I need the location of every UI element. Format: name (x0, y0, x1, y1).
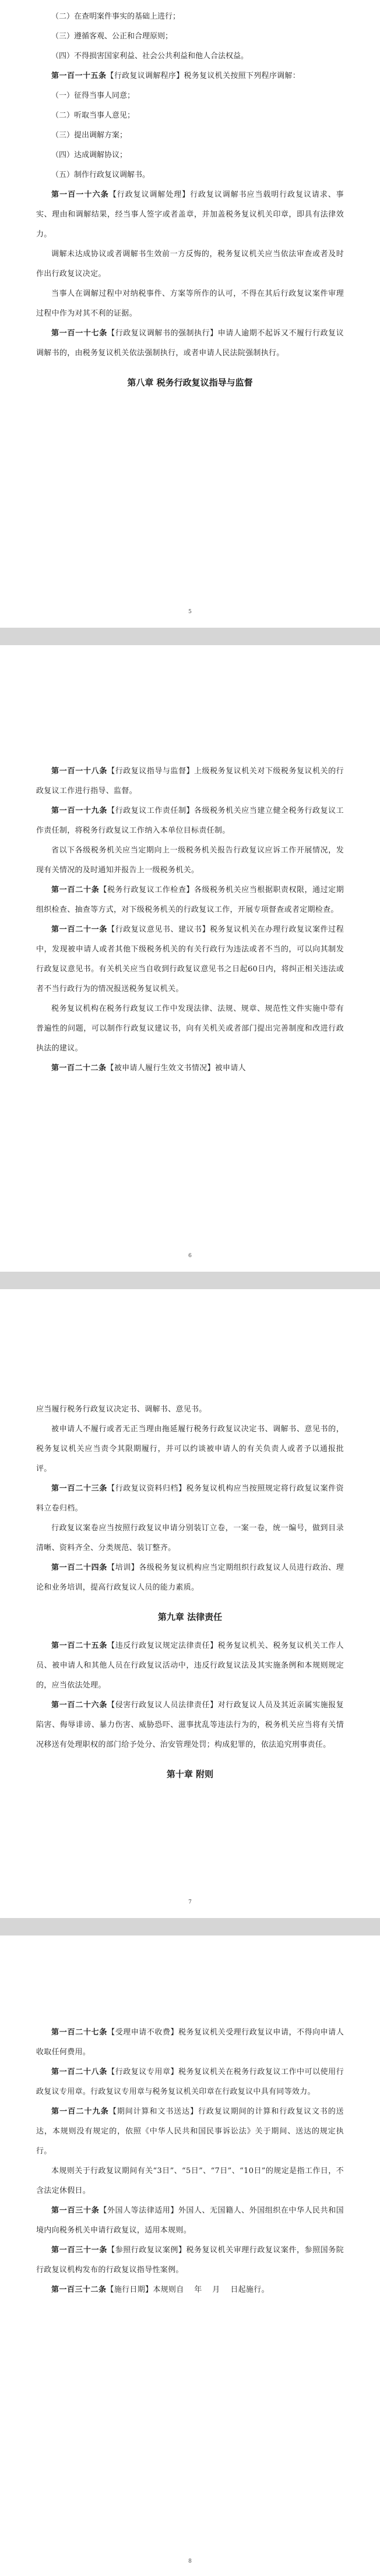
article-119 (36, 801, 344, 841)
article-text: 税务复议机关按照下列程序调解： (184, 72, 301, 80)
article-number: 第一百一十七条 (51, 329, 108, 338)
article-text: 税务复议机关受理行政复议申请，不得向申请人收取任何费用。 (36, 2028, 344, 2057)
article-text: 被申请人 (214, 1064, 246, 1073)
article-number: 第一百二十四条 (51, 1563, 108, 1572)
document-page-2 (0, 645, 380, 1272)
article-number: 第一百二十五条 (51, 1641, 108, 1650)
chapter-heading: 第十章 附则 (166, 1769, 214, 1779)
article-text: 行政复议期间的计算和行政复议文书的送达，本规则没有规定的，依照《中华人民共和国民事诉讼法》关于期间、送达的规定执行。 (36, 2107, 344, 2156)
article-tag: 【施行日期】 (106, 2285, 153, 2294)
article-text: 行政复议调解书应当载明行政复议请求、事实、理由和调解结果，经当事人签字或者盖章，并加盖税务复议机关印章，即具有法律效力。 (36, 190, 344, 239)
article-text: 申请人逾期不起诉又不履行行政复议调解书的，由税务复议机关依法强制执行，或者申请人民法院强制执行。 (36, 329, 344, 358)
article-124 (36, 1558, 344, 1598)
article-tag: 【培训】 (107, 1563, 139, 1572)
article-130 (36, 2201, 344, 2241)
article-text: 税务复议机关在办理行政复议案件过程中，发现被申请人或者其他下级税务机关的有关行政行为违法或者不当的，可以向其制发行政复议意见书。有关机关应当自收到行政复议意见书之日起60日内，将纠正相关违法或者不当行政行为的情况报送税务复议机关。 (36, 925, 344, 993)
article-tag: 【参照行政复议案例】 (107, 2246, 187, 2255)
paragraph: 调解未达成协议或者调解书生效前一方反悔的，税务复议机关应当依法审查或者及时作出行政复议决定。 (36, 250, 344, 278)
paragraph: 本规则关于行政复议期间有关“3日”、“5日”、“7日”、“10日”的规定是指工作日，不含法定休假日。 (36, 2167, 344, 2195)
page-separator (0, 628, 380, 645)
article-121 (36, 920, 344, 999)
article-123 (36, 1479, 344, 1519)
article-number: 第一百一十八条 (51, 767, 108, 776)
article-tag: 【行政复议专用章】 (107, 2068, 178, 2076)
article-tag: 【行政复议调解处理】 (108, 190, 191, 199)
article-number: 第一百三十一条 (51, 2246, 108, 2255)
document-page-1 (0, 0, 380, 628)
article-tag: 【行政复议指导与监督】 (107, 767, 195, 776)
article-number: 第一百二十八条 (51, 2068, 108, 2076)
article-129 (36, 2102, 344, 2161)
article-text: 税务复议机关在税务行政复议工作中可以使用行政复议专用章。行政复议专用章与税务复议机关印章在行政复议中具有同等效力。 (36, 2068, 344, 2096)
paragraph: 行政复议案卷应当按照行政复议申请分别装订立卷，一案一卷，统一编号，做到目录清晰、资料齐全、分类规范、装订整齐。 (36, 1524, 344, 1552)
article-text: 各级税务机关应当建立健全税务行政复议工作责任制，将税务行政复议工作纳入本单位目标责任制。 (36, 806, 344, 835)
article-number: 第一百三十二条 (51, 2285, 107, 2294)
article-tag: 【行政复议调解程序】 (106, 72, 184, 80)
list-item: （二）在查明案件事实的基础上进行； (51, 12, 181, 21)
article-126 (36, 1696, 344, 1755)
article-number: 第一百二十一条 (51, 925, 108, 934)
list-item: （三）遵循客观、公正和合理原则； (51, 32, 173, 41)
paragraph: 当事人在调解过程中对纳税事件、方案等所作的认可，不得在其后行政复议案件审理过程中作为对其不利的证据。 (36, 289, 344, 318)
article-tag: 【被申请人履行生效文书情况】 (106, 1064, 215, 1073)
article-tag: 【受理申请不收费】 (107, 2028, 178, 2037)
paragraph: 省以下各级税务机关应当定期向上一级税务机关报告行政复议应诉工作开展情况，发现有关情况的及时通知并报告上一级税务机关。 (36, 846, 344, 875)
article-tag: 【外国人等法律适用】 (99, 2206, 178, 2215)
article-number: 第一百一十九条 (51, 806, 108, 815)
paragraph: 应当履行税务行政复议决定书、调解书、意见书。 (36, 1405, 207, 1414)
article-tag: 【违反行政复议规定法律责任】 (107, 1641, 218, 1650)
page-number: 8 (188, 2559, 192, 2564)
article-122 (36, 1059, 344, 1078)
article-number: 第一百一十六条 (51, 190, 109, 199)
page-separator (0, 1272, 380, 1289)
page-number: 5 (188, 609, 192, 615)
list-item: （五）制作行政复议调解书。 (51, 171, 150, 179)
article-number: 第一百三十条 (51, 2206, 100, 2215)
chapter-heading: 第九章 法律责任 (157, 1612, 223, 1622)
article-115 (36, 66, 344, 86)
article-number: 第一百二十六条 (51, 1701, 108, 1710)
article-128 (36, 2062, 344, 2102)
page-number: 7 (188, 1899, 192, 1905)
list-item: （四）达成调解协议； (51, 151, 128, 160)
article-text: 各级税务机关应当根据职责权限，通过定期组织检查、抽查等方式，对下级税务机关的行政复议工作，开展专项督查或者定期检查。 (36, 886, 344, 914)
list-item: （三）提出调解方案； (51, 131, 128, 140)
article-118 (36, 762, 344, 801)
article-tag: 【行政复议调解书的强制执行】 (107, 329, 218, 338)
article-text: 各级税务复议机构应当定期组织行政复议人员进行政治、理论和业务培训，提高行政复议人员的能力素质。 (36, 1563, 344, 1592)
article-116 (36, 185, 344, 245)
article-number: 第一百一十五条 (51, 72, 107, 80)
article-120 (36, 880, 344, 920)
article-number: 第一百二十七条 (51, 2028, 108, 2037)
article-127 (36, 2023, 344, 2062)
document-page-4 (0, 1935, 380, 2576)
list-item: （一）征得当事人同意； (51, 91, 135, 100)
list-item: （四）不得损害国家利益、社会公共利益和他人合法权益。 (51, 52, 249, 61)
article-132 (36, 2280, 344, 2300)
article-number: 第一百二十九条 (51, 2107, 109, 2116)
article-tag: 【行政复议资料归档】 (107, 1484, 187, 1493)
article-tag: 【税务行政复议工作检查】 (99, 886, 194, 894)
document-page-3 (0, 1289, 380, 1918)
article-text: 对行政复议人员及其近亲属实施报复陷害、侮辱诽谤、暴力伤害、威胁恐吓、滋事扰乱等违法行为的，税务机关应当将有关情况移送有处理职权的部门给予处分、治安管理处罚；构成犯罪的，依法追究刑事责任。 (36, 1701, 344, 1749)
page-separator (0, 1918, 380, 1935)
article-text: 税务复议机构应当按照规定将行政复议案件资料立卷归档。 (36, 1484, 344, 1513)
article-125 (36, 1636, 344, 1696)
article-number: 第一百二十二条 (51, 1064, 107, 1073)
article-text: 上级税务复议机关对下级税务复议机关的行政复议工作进行指导、监督。 (36, 767, 344, 795)
list-item: （二）听取当事人意见； (51, 111, 135, 120)
article-number: 第一百二十条 (51, 886, 100, 894)
chapter-heading: 第八章 税务行政复议指导与监督 (127, 377, 253, 388)
article-tag: 【行政复议意见书、建议书】 (107, 925, 210, 934)
paragraph: 税务复议机构在税务行政复议工作中发现法律、法规、规章、规范性文件实施中带有普遍性的问题，可以制作行政复议建议书，向有关机关或者部门提出完善制度和改进行政执法的建议。 (36, 1004, 344, 1053)
article-text: 税务复议机关、税务复议机关工作人员、被申请人和其他人员在行政复议活动中，违反行政复议法及其实施条例和本规则规定的，应当依法处理。 (36, 1641, 344, 1690)
article-text: 税务复议机关审理行政复议案件，参照国务院行政复议机构发布的行政复议指导性案例。 (36, 2246, 344, 2274)
paragraph: 被申请人不履行或者无正当理由拖延履行税务行政复议决定书、调解书、意见书的，税务复议机关应当责令其限期履行，并可以约谈被申请人的有关负责人或者予以通报批评。 (36, 1425, 344, 1473)
page-number: 6 (188, 1253, 192, 1259)
article-text: 外国人、无国籍人、外国组织在中华人民共和国境内向税务机关申请行政复议，适用本规则。 (36, 2206, 344, 2235)
article-tag: 【侵害行政复议人员法律责任】 (107, 1701, 218, 1710)
article-117 (36, 324, 344, 363)
article-number: 第一百二十三条 (51, 1484, 108, 1493)
article-tag: 【行政复议工作责任制】 (107, 806, 195, 815)
article-131 (36, 2241, 344, 2280)
article-tag: 【期间计算和文书送达】 (108, 2107, 198, 2116)
article-text: 本规则自 年 月 日起施行。 (153, 2285, 269, 2294)
